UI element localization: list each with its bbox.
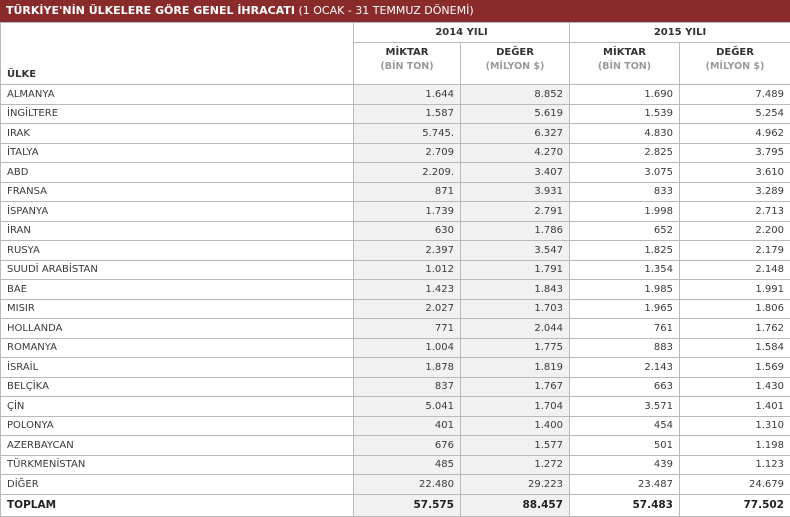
cell-deger-2014: 1.703: [461, 299, 570, 319]
cell-deger-2014: 2.791: [461, 202, 570, 222]
header-deger-unit: (MİLYON $): [686, 60, 784, 74]
cell-miktar-2015: 1.985: [570, 280, 680, 300]
cell-country: MISIR: [1, 299, 354, 319]
cell-country: TÜRKMENİSTAN: [1, 455, 354, 475]
cell-country: ABD: [1, 163, 354, 183]
table-row: [1, 260, 790, 280]
cell-deger-2015: 2.713: [680, 202, 790, 222]
table-title-period: (1 OCAK - 31 TEMMUZ DÖNEMİ): [298, 4, 473, 17]
cell-country: IRAK: [1, 124, 354, 144]
cell-deger-2014: 3.931: [461, 182, 570, 202]
table-row: [1, 163, 790, 183]
cell-deger-2015: 7.489: [680, 85, 790, 105]
cell-deger-2015: 3.289: [680, 182, 790, 202]
header-miktar-label: MİKTAR: [603, 47, 646, 58]
table-row: [1, 397, 790, 417]
cell-country: SUUDİ ARABİSTAN: [1, 260, 354, 280]
cell-country: RUSYA: [1, 241, 354, 261]
cell-country: DİĞER: [1, 475, 354, 495]
cell-miktar-2015: 2.143: [570, 358, 680, 378]
cell-country: BAE: [1, 280, 354, 300]
export-table: [0, 22, 790, 517]
cell-country: İRAN: [1, 221, 354, 241]
table-title: [0, 0, 790, 22]
cell-deger-2015: 1.762: [680, 319, 790, 339]
cell-deger-2014: 1.767: [461, 377, 570, 397]
cell-deger-2015: 1.401: [680, 397, 790, 417]
table-row: [1, 436, 790, 456]
cell-miktar-2014: 5.041: [354, 397, 461, 417]
table-row: [1, 104, 790, 124]
table-row: [1, 85, 790, 105]
cell-country: İTALYA: [1, 143, 354, 163]
cell-deger-2014: 1.819: [461, 358, 570, 378]
cell-miktar-2015: 3.075: [570, 163, 680, 183]
cell-deger-2015: 1.310: [680, 416, 790, 436]
cell-miktar-2015: 652: [570, 221, 680, 241]
cell-miktar-2015: 1.965: [570, 299, 680, 319]
cell-miktar-2014: 771: [354, 319, 461, 339]
cell-miktar-2014: 871: [354, 182, 461, 202]
cell-miktar-2015: 454: [570, 416, 680, 436]
cell-country: FRANSA: [1, 182, 354, 202]
table-row: [1, 377, 790, 397]
total-deger-2014: 88.457: [461, 494, 570, 516]
cell-miktar-2015: 1.539: [570, 104, 680, 124]
table-row: [1, 241, 790, 261]
cell-deger-2014: 1.577: [461, 436, 570, 456]
cell-deger-2015: 1.584: [680, 338, 790, 358]
header-miktar-2015: [570, 43, 680, 85]
table-row: [1, 299, 790, 319]
cell-miktar-2014: 837: [354, 377, 461, 397]
cell-miktar-2015: 761: [570, 319, 680, 339]
cell-deger-2015: 1.569: [680, 358, 790, 378]
cell-miktar-2014: 1.739: [354, 202, 461, 222]
total-label: TOPLAM: [1, 494, 354, 516]
cell-deger-2015: 1.123: [680, 455, 790, 475]
header-deger-label: DEĞER: [716, 47, 754, 58]
cell-country: İSPANYA: [1, 202, 354, 222]
cell-deger-2015: 1.430: [680, 377, 790, 397]
total-deger-2015: 77.502: [680, 494, 790, 516]
table-row: [1, 358, 790, 378]
total-miktar-2014: 57.575: [354, 494, 461, 516]
table-row: [1, 455, 790, 475]
cell-deger-2015: 4.962: [680, 124, 790, 144]
cell-miktar-2014: 1.878: [354, 358, 461, 378]
cell-deger-2014: 6.327: [461, 124, 570, 144]
cell-deger-2015: 3.610: [680, 163, 790, 183]
header-row-years: [1, 23, 790, 43]
header-year-2014: 2014 YILI: [354, 23, 570, 43]
cell-miktar-2015: 439: [570, 455, 680, 475]
cell-country: HOLLANDA: [1, 319, 354, 339]
header-year-2015: 2015 YILI: [570, 23, 790, 43]
cell-deger-2015: 3.795: [680, 143, 790, 163]
cell-deger-2014: 3.547: [461, 241, 570, 261]
table-row: [1, 221, 790, 241]
cell-deger-2015: 1.991: [680, 280, 790, 300]
cell-deger-2014: 1.775: [461, 338, 570, 358]
cell-deger-2014: 1.843: [461, 280, 570, 300]
table-body: [1, 85, 790, 517]
table-row: [1, 280, 790, 300]
cell-country: İSRAİL: [1, 358, 354, 378]
cell-miktar-2015: 1.354: [570, 260, 680, 280]
cell-deger-2014: 1.272: [461, 455, 570, 475]
cell-deger-2015: 5.254: [680, 104, 790, 124]
header-deger-label: DEĞER: [496, 47, 534, 58]
cell-deger-2015: 1.806: [680, 299, 790, 319]
table-row: [1, 182, 790, 202]
header-row-columns: [1, 43, 790, 85]
header-miktar-2014: [354, 43, 461, 85]
cell-miktar-2014: 1.644: [354, 85, 461, 105]
header-country: ÜLKE: [1, 43, 354, 85]
header-miktar-label: MİKTAR: [386, 47, 429, 58]
table-row: [1, 475, 790, 495]
cell-miktar-2014: 2.209.: [354, 163, 461, 183]
cell-deger-2014: 2.044: [461, 319, 570, 339]
cell-deger-2015: 2.179: [680, 241, 790, 261]
header-deger-unit: (MİLYON $): [467, 60, 563, 74]
cell-miktar-2015: 4.830: [570, 124, 680, 144]
cell-miktar-2015: 1.998: [570, 202, 680, 222]
table-row: [1, 202, 790, 222]
cell-miktar-2015: 501: [570, 436, 680, 456]
cell-miktar-2015: 883: [570, 338, 680, 358]
cell-country: ÇİN: [1, 397, 354, 417]
header-miktar-unit: (BİN TON): [360, 60, 454, 74]
cell-deger-2014: 8.852: [461, 85, 570, 105]
total-miktar-2015: 57.483: [570, 494, 680, 516]
cell-miktar-2015: 2.825: [570, 143, 680, 163]
cell-country: İNGİLTERE: [1, 104, 354, 124]
cell-miktar-2014: 485: [354, 455, 461, 475]
cell-deger-2015: 2.148: [680, 260, 790, 280]
cell-deger-2015: 2.200: [680, 221, 790, 241]
cell-country: AZERBAYCAN: [1, 436, 354, 456]
cell-miktar-2014: 401: [354, 416, 461, 436]
cell-country: ROMANYA: [1, 338, 354, 358]
cell-miktar-2014: 2.709: [354, 143, 461, 163]
header-deger-2014: [461, 43, 570, 85]
cell-deger-2014: 3.407: [461, 163, 570, 183]
table-row: [1, 416, 790, 436]
header-blank: [1, 23, 354, 43]
cell-miktar-2014: 676: [354, 436, 461, 456]
cell-country: POLONYA: [1, 416, 354, 436]
cell-miktar-2014: 1.004: [354, 338, 461, 358]
cell-miktar-2015: 23.487: [570, 475, 680, 495]
cell-country: BELÇİKA: [1, 377, 354, 397]
table-header: [1, 23, 790, 85]
cell-miktar-2014: 1.423: [354, 280, 461, 300]
cell-country: ALMANYA: [1, 85, 354, 105]
table-row: [1, 124, 790, 144]
cell-miktar-2014: 630: [354, 221, 461, 241]
cell-miktar-2015: 1.825: [570, 241, 680, 261]
cell-miktar-2015: 3.571: [570, 397, 680, 417]
cell-miktar-2014: 1.587: [354, 104, 461, 124]
table-row: [1, 319, 790, 339]
cell-miktar-2015: 833: [570, 182, 680, 202]
cell-deger-2014: 1.791: [461, 260, 570, 280]
cell-miktar-2014: 2.397: [354, 241, 461, 261]
table-row: [1, 338, 790, 358]
cell-deger-2015: 1.198: [680, 436, 790, 456]
cell-deger-2015: 24.679: [680, 475, 790, 495]
cell-miktar-2014: 22.480: [354, 475, 461, 495]
cell-deger-2014: 5.619: [461, 104, 570, 124]
cell-deger-2014: 1.786: [461, 221, 570, 241]
cell-miktar-2015: 1.690: [570, 85, 680, 105]
table-title-main: TÜRKİYE'NİN ÜLKELERE GÖRE GENEL İHRACATI: [6, 4, 295, 17]
cell-deger-2014: 29.223: [461, 475, 570, 495]
total-row: [1, 494, 790, 516]
cell-deger-2014: 1.400: [461, 416, 570, 436]
cell-miktar-2014: 2.027: [354, 299, 461, 319]
cell-miktar-2015: 663: [570, 377, 680, 397]
table-row: [1, 143, 790, 163]
cell-deger-2014: 4.270: [461, 143, 570, 163]
cell-deger-2014: 1.704: [461, 397, 570, 417]
cell-miktar-2014: 5.745.: [354, 124, 461, 144]
cell-miktar-2014: 1.012: [354, 260, 461, 280]
header-miktar-unit: (BİN TON): [576, 60, 673, 74]
header-deger-2015: [680, 43, 790, 85]
